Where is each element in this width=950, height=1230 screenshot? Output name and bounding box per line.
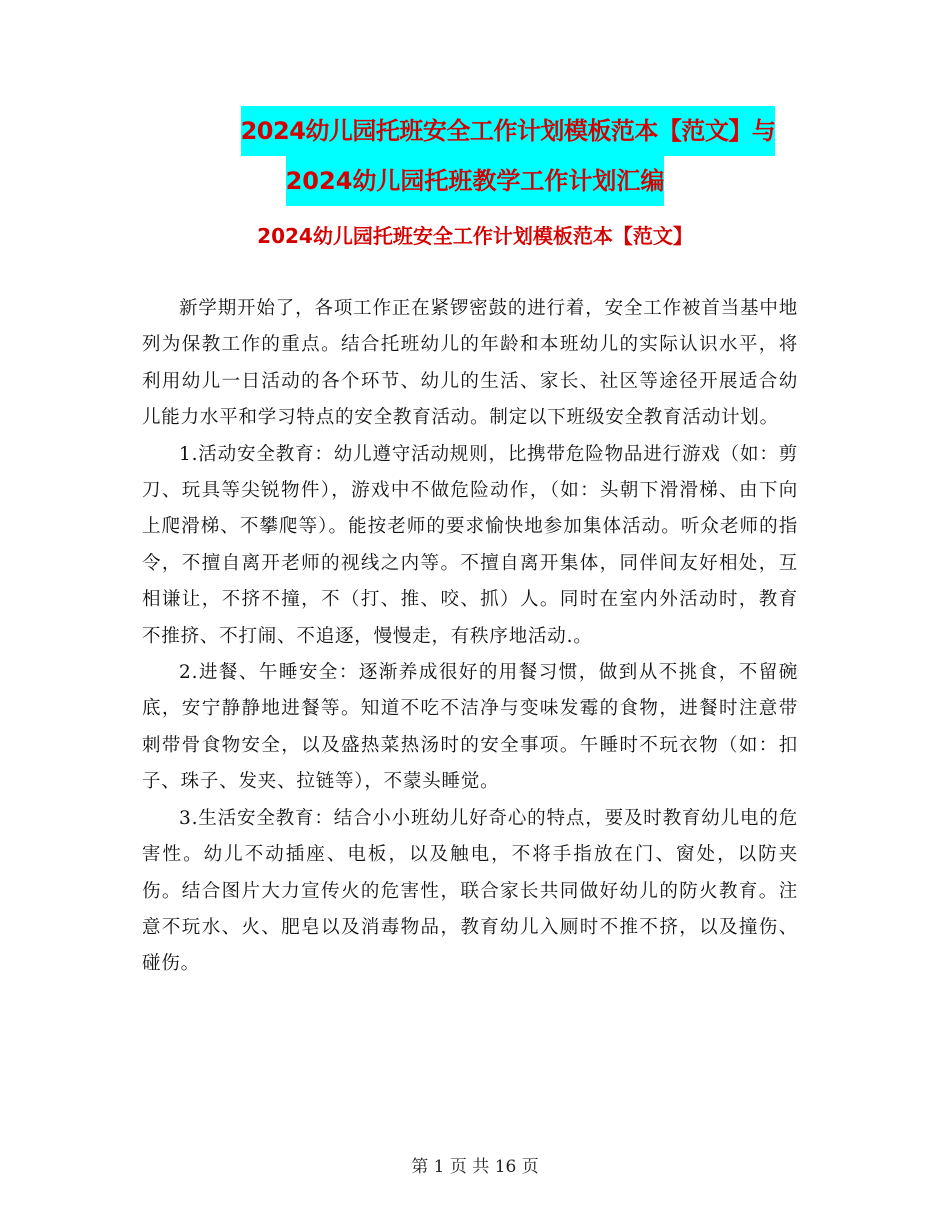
document-body [142,291,798,983]
page-footer: 第 1 页 共 16 页 [411,1157,539,1177]
document-title-line-2: 2024幼儿园托班教学工作计划汇编 [286,156,665,206]
document-title-line-1: 2024幼儿园托班安全工作计划模板范本【范文】与 [241,106,776,156]
paragraph-intro: 新学期开始了，各项工作正在紧锣密鼓的进行着，安全工作被首当基中地列为保教工作的重点。结合托班幼儿的年龄和本班幼儿的实际认识水平，将利用幼儿一日活动的各个环节、幼儿的生活、家长、社区等途径开展适合幼儿能力水平和学习特点的安全教育活动。制定以下班级安全教育活动计划。 [142,298,798,429]
document-title [140,106,810,206]
section-heading: 2024幼儿园托班安全工作计划模板范本【范文】 [257,224,693,248]
paragraph-meal-nap-safety: 2.进餐、午睡安全：逐渐养成很好的用餐习惯，做到从不挑食，不留碗底，安宁静静地进餐等。知道不吃不洁净与变味发霉的食物，进餐时注意带刺带骨食物安全，以及盛热菜热汤时的安全事项。午睡时不玩衣物（如：扣子、珠子、发夹、拉链等），不蒙头睡觉。 [142,662,798,793]
paragraph-life-safety: 3.生活安全教育：结合小小班幼儿好奇心的特点，要及时教育幼儿电的危害性。幼儿不动插座、电板，以及触电，不将手指放在门、窗处，以防夹伤。结合图片大力宣传火的危害性，联合家长共同做好幼儿的防火教育。注意不玩水、火、肥皂以及消毒物品，教育幼儿入厕时不推不挤，以及撞伤、碰伤。 [142,807,798,975]
paragraph-activity-safety: 1.活动安全教育：幼儿遵守活动规则，比携带危险物品进行游戏（如：剪刀、玩具等尖锐物件），游戏中不做危险动作，（如：头朝下滑滑梯、由下向上爬滑梯、不攀爬等）。能按老师的要求愉快地参加集体活动。听众老师的指令，不擅自离开老师的视线之内等。不擅自离开集体，同伴间友好相处，互相谦让，不挤不撞，不（打、推、咬、抓）人。同时在室内外活动时，教育不推挤、不打闹、不追逐，慢慢走，有秩序地活动.。 [142,443,798,647]
